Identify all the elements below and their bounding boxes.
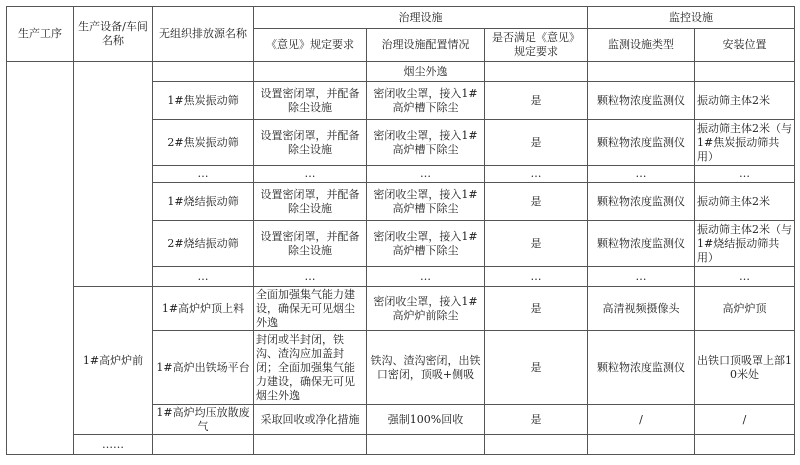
cell-config: 铁沟、渣沟密闭，出铁口密闭，顶吸+侧吸 bbox=[367, 331, 485, 405]
header-monitor-type: 监测设施类型 bbox=[588, 29, 695, 62]
header-equipment: 生产设备/车间名称 bbox=[74, 7, 153, 62]
cell-config: 密闭收尘罩，接入1#高炉槽下除尘 bbox=[367, 120, 485, 166]
cell-config: 密闭收尘罩，接入1#高炉槽下除尘 bbox=[367, 221, 485, 267]
cell-source bbox=[153, 435, 254, 455]
header-config: 治理设施配置情况 bbox=[367, 29, 485, 62]
cell-monitor-type bbox=[588, 62, 695, 82]
cell-install-pos: 振动筛主体2米（与1#烧结振动筛共用） bbox=[695, 221, 795, 267]
cell-satisfy bbox=[485, 435, 588, 455]
header-monitoring: 监控设施 bbox=[588, 7, 795, 29]
cell-monitor-type: … bbox=[588, 267, 695, 287]
cell-satisfy: 是 bbox=[485, 82, 588, 120]
cell-requirement: … bbox=[254, 267, 367, 287]
cell-satisfy: 是 bbox=[485, 331, 588, 405]
cell-requirement: 设置密闭罩，并配备除尘设施 bbox=[254, 120, 367, 166]
cell-install-pos: 振动筛主体2米 bbox=[695, 183, 795, 221]
cell-equipment: …… bbox=[74, 435, 153, 455]
cell-requirement: 封闭或半封闭，铁沟、渣沟应加盖封闭；全面加强集气能力建设，确保无可见烟尘外逸 bbox=[254, 331, 367, 405]
cell-install-pos: … bbox=[695, 267, 795, 287]
cell-source: 1#高炉均压放散废气 bbox=[153, 405, 254, 435]
header-governance: 治理设施 bbox=[254, 7, 588, 29]
cell-monitor-type: 颗粒物浓度监测仪 bbox=[588, 120, 695, 166]
cell-satisfy: 是 bbox=[485, 120, 588, 166]
cell-install-pos: … bbox=[695, 166, 795, 183]
cell-monitor-type: 颗粒物浓度监测仪 bbox=[588, 183, 695, 221]
header-process: 生产工序 bbox=[7, 7, 74, 62]
header-install-pos: 安装位置 bbox=[695, 29, 795, 62]
cell-requirement bbox=[254, 62, 367, 82]
cell-config: 烟尘外逸 bbox=[367, 62, 485, 82]
cell-install-pos: 振动筛主体2米 bbox=[695, 82, 795, 120]
header-row-1 bbox=[7, 7, 795, 29]
cell-monitor-type: … bbox=[588, 166, 695, 183]
cell-install-pos bbox=[695, 435, 795, 455]
table-row bbox=[7, 435, 795, 455]
cell-source: 1#焦炭振动筛 bbox=[153, 82, 254, 120]
cell-satisfy: 是 bbox=[485, 221, 588, 267]
cell-source bbox=[153, 62, 254, 82]
cell-satisfy: 是 bbox=[485, 405, 588, 435]
cell-equipment-blank bbox=[74, 62, 153, 287]
cell-process bbox=[7, 62, 74, 455]
cell-requirement: 全面加强集气能力建设，确保无可见烟尘外逸 bbox=[254, 287, 367, 331]
header-source: 无组织排放源名称 bbox=[153, 7, 254, 62]
cell-satisfy: … bbox=[485, 267, 588, 287]
cell-requirement bbox=[254, 435, 367, 455]
cell-requirement: 设置密闭罩，并配备除尘设施 bbox=[254, 82, 367, 120]
cell-monitor-type: 颗粒物浓度监测仪 bbox=[588, 82, 695, 120]
cell-config: … bbox=[367, 166, 485, 183]
cell-monitor-type: 颗粒物浓度监测仪 bbox=[588, 331, 695, 405]
cell-monitor-type: 高清视频摄像头 bbox=[588, 287, 695, 331]
header-requirement: 《意见》规定要求 bbox=[254, 29, 367, 62]
cell-source: … bbox=[153, 267, 254, 287]
cell-requirement: … bbox=[254, 166, 367, 183]
table-row bbox=[7, 62, 795, 82]
cell-source: 1#高炉出铁场平台 bbox=[153, 331, 254, 405]
cell-source: 1#高炉炉顶上料 bbox=[153, 287, 254, 331]
header-satisfy: 是否满足《意见》规定要求 bbox=[485, 29, 588, 62]
cell-monitor-type: / bbox=[588, 405, 695, 435]
cell-satisfy: … bbox=[485, 166, 588, 183]
cell-requirement: 采取回收或净化措施 bbox=[254, 405, 367, 435]
cell-source: 2#烧结振动筛 bbox=[153, 221, 254, 267]
cell-install-pos: 振动筛主体2米（与1#焦炭振动筛共用） bbox=[695, 120, 795, 166]
cell-config: 密闭收尘罩，接入1#高炉槽下除尘 bbox=[367, 82, 485, 120]
emission-control-table bbox=[6, 6, 795, 455]
cell-satisfy: 是 bbox=[485, 287, 588, 331]
cell-config: 密闭收尘罩，接入1#高炉槽下除尘 bbox=[367, 183, 485, 221]
cell-source: … bbox=[153, 166, 254, 183]
cell-install-pos: / bbox=[695, 405, 795, 435]
cell-satisfy: 是 bbox=[485, 183, 588, 221]
cell-config: … bbox=[367, 267, 485, 287]
cell-config: 强制100%回收 bbox=[367, 405, 485, 435]
cell-requirement: 设置密闭罩，并配备除尘设施 bbox=[254, 183, 367, 221]
cell-requirement: 设置密闭罩，并配备除尘设施 bbox=[254, 221, 367, 267]
cell-install-pos bbox=[695, 62, 795, 82]
cell-satisfy bbox=[485, 62, 588, 82]
cell-equipment: 1#高炉炉前 bbox=[74, 287, 153, 435]
cell-monitor-type: 颗粒物浓度监测仪 bbox=[588, 221, 695, 267]
table-row bbox=[7, 287, 795, 331]
cell-config: 密闭收尘罩，接入1#高炉炉前除尘 bbox=[367, 287, 485, 331]
cell-install-pos: 出铁口顶吸罩上部10米处 bbox=[695, 331, 795, 405]
cell-monitor-type bbox=[588, 435, 695, 455]
cell-source: 1#烧结振动筛 bbox=[153, 183, 254, 221]
cell-config bbox=[367, 435, 485, 455]
cell-source: 2#焦炭振动筛 bbox=[153, 120, 254, 166]
cell-install-pos: 高炉炉顶 bbox=[695, 287, 795, 331]
